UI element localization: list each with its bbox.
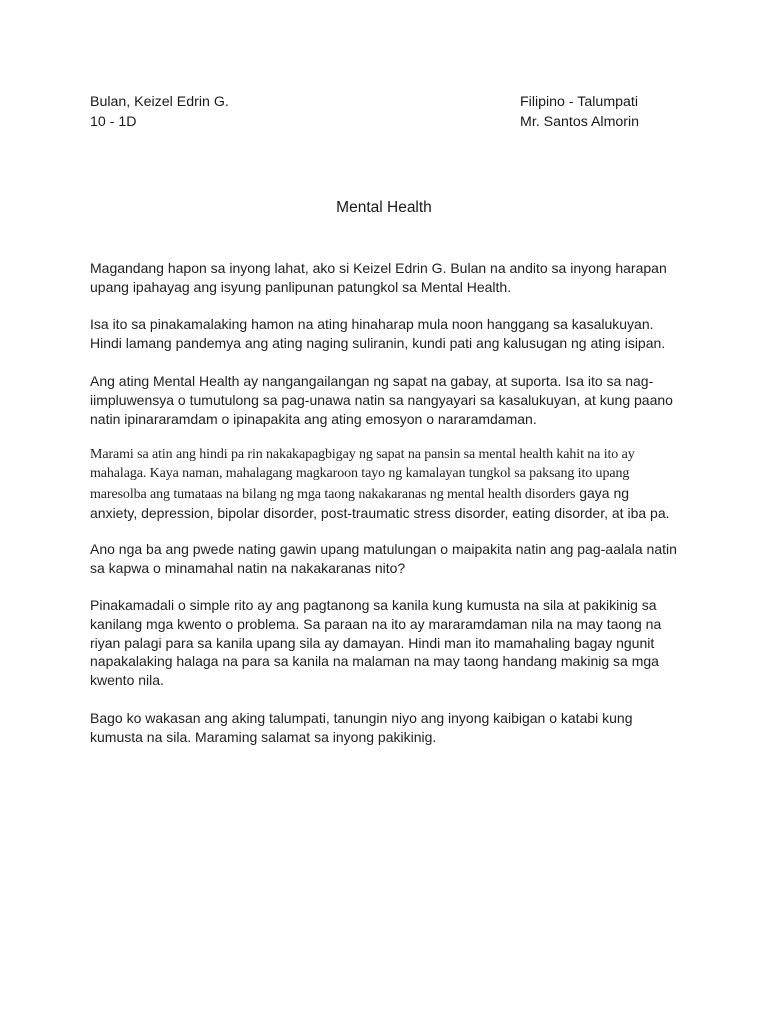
paragraph-line-mixed xyxy=(90,484,670,505)
paragraph-line: napakalaking halaga na para sa kanila na malaman na may taong handang makinig sa mga xyxy=(90,653,659,670)
paragraph-line: natin ipinararamdam o ipinapakita ang ating emosyon o nararamdaman. xyxy=(90,410,537,427)
paragraph-line: upang ipahayag ang isyung panlipunan patungkol sa Mental Health. xyxy=(90,278,512,295)
paragraph-line: Bago ko wakasan ang aking talumpati, tanungin niyo ang inyong kaibigan o katabi kung xyxy=(90,710,633,726)
paragraph-line: Ano nga ba ang pwede nating gawin upang matulungan o maipakita natin ang pag-aalala natin xyxy=(90,541,677,557)
paragraph-line: sa kapwa o minamahal natin na nakakaranas nito? xyxy=(90,559,406,576)
paragraph-line: kwento nila. xyxy=(90,672,164,689)
student-name: Bulan, Keizel Edrin G. xyxy=(90,94,229,110)
paragraph-line-serif-part: maresolba ang tumataas na bilang ng mga taong nakakaranas ng mental health disorders xyxy=(90,486,576,502)
paragraph-line: kumusta na sila. Maraming salamat sa inyong pakikinig. xyxy=(90,728,437,745)
student-section: 10 - 1D xyxy=(90,113,137,130)
paragraph-line: anxiety, depression, bipolar disorder, post-traumatic stress disorder, eating disorder, at iba pa. xyxy=(90,505,670,522)
paragraph-closing xyxy=(90,709,633,747)
paragraph-challenge xyxy=(90,315,665,353)
paragraph-line: Pinakamadali o simple rito ay ang pagtanong sa kanila kung kumusta na sila at pakikinig sa xyxy=(90,597,657,613)
paragraph-intro xyxy=(90,259,667,297)
paragraph-line: Magandang hapon sa inyong lahat, ako si Keizel Edrin G. Bulan na andito sa inyong harapan xyxy=(90,260,667,276)
paragraph-line: Ang ating Mental Health ay nangangailangan ng sapat na gabay, at suporta. Isa ito sa nag- xyxy=(90,373,654,389)
paragraph-line-sans-part: gaya ng xyxy=(575,484,630,501)
paragraph-line: riyan palagi para sa kanila upang sila ay damayan. Hindi man ito mamahaling bagay ngunit xyxy=(90,634,655,651)
teacher-name: Mr. Santos Almorin xyxy=(520,113,640,130)
paragraph-line: mahalaga. Kaya naman, mahalagang magkaroon tayo ng kamalayan tungkol sa paksang ito upang xyxy=(90,465,630,481)
paragraph-line: iimpluwensya o tumutulong sa pag-unawa natin sa nangyayari sa kasalukuyan, at kung paano xyxy=(90,391,673,408)
paragraph-line: Isa ito sa pinakamalaking hamon na ating hinaharap mula noon hanggang sa kasalukuyan. xyxy=(90,316,654,332)
paragraph-awareness xyxy=(90,446,670,523)
paragraph-support xyxy=(90,372,673,428)
paragraph-line: Marami sa atin ang hindi pa rin nakakapagbigay ng sapat na pansin sa mental health kahit na ito ay xyxy=(90,447,635,462)
paragraph-line: Hindi lamang pandemya ang ating naging suliranin, kundi pati ang kalusugan ng ating isipan. xyxy=(90,334,666,351)
document-title: Mental Health xyxy=(336,199,432,216)
paragraph-line: kanilang mga kwento o problema. Sa paraan na ito ay mararamdaman nila na may taong na xyxy=(90,615,662,632)
student-info xyxy=(90,93,229,132)
paragraph-question xyxy=(90,540,677,578)
subject-name: Filipino - Talumpati xyxy=(520,94,639,110)
paragraph-answer xyxy=(90,596,661,690)
subject-info xyxy=(520,93,639,132)
